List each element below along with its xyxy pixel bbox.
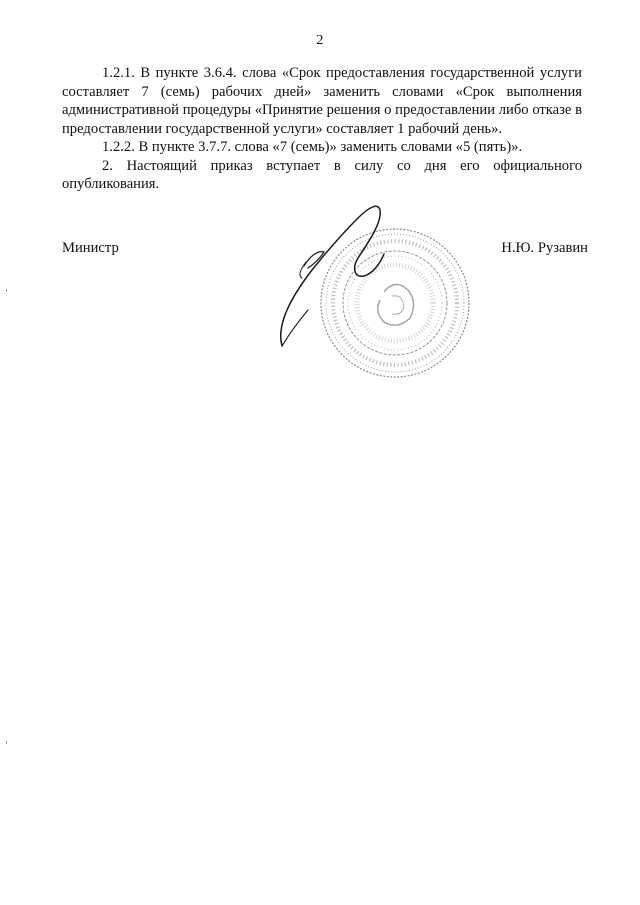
signer-name: Н.Ю. Рузавин (501, 240, 588, 256)
paragraph-2: 2. Настоящий приказ вступает в силу со дня его официального опубликования. (62, 157, 582, 192)
margin-mark-top (6, 289, 7, 292)
signer-title: Министр (62, 240, 119, 256)
document-body (62, 64, 582, 194)
paragraph-1-2-1: 1.2.1. В пункте 3.6.4. слова «Срок предоставления государственной услуги составляет 7 (семь) рабочих дней» заменить словами «Срок выполнения административной процедуры «Принятие решения о предоставлении либо отказе в предоставлении государственной услуги» составляет 1 рабочий день». (62, 65, 582, 137)
paragraph-1-2-2: 1.2.2. В пункте 3.7.7. слова «7 (семь)» заменить словами «5 (пять)». (102, 139, 523, 155)
page-number: 2 (316, 33, 324, 48)
margin-mark-bottom (6, 741, 7, 744)
handwritten-signature (262, 196, 392, 366)
